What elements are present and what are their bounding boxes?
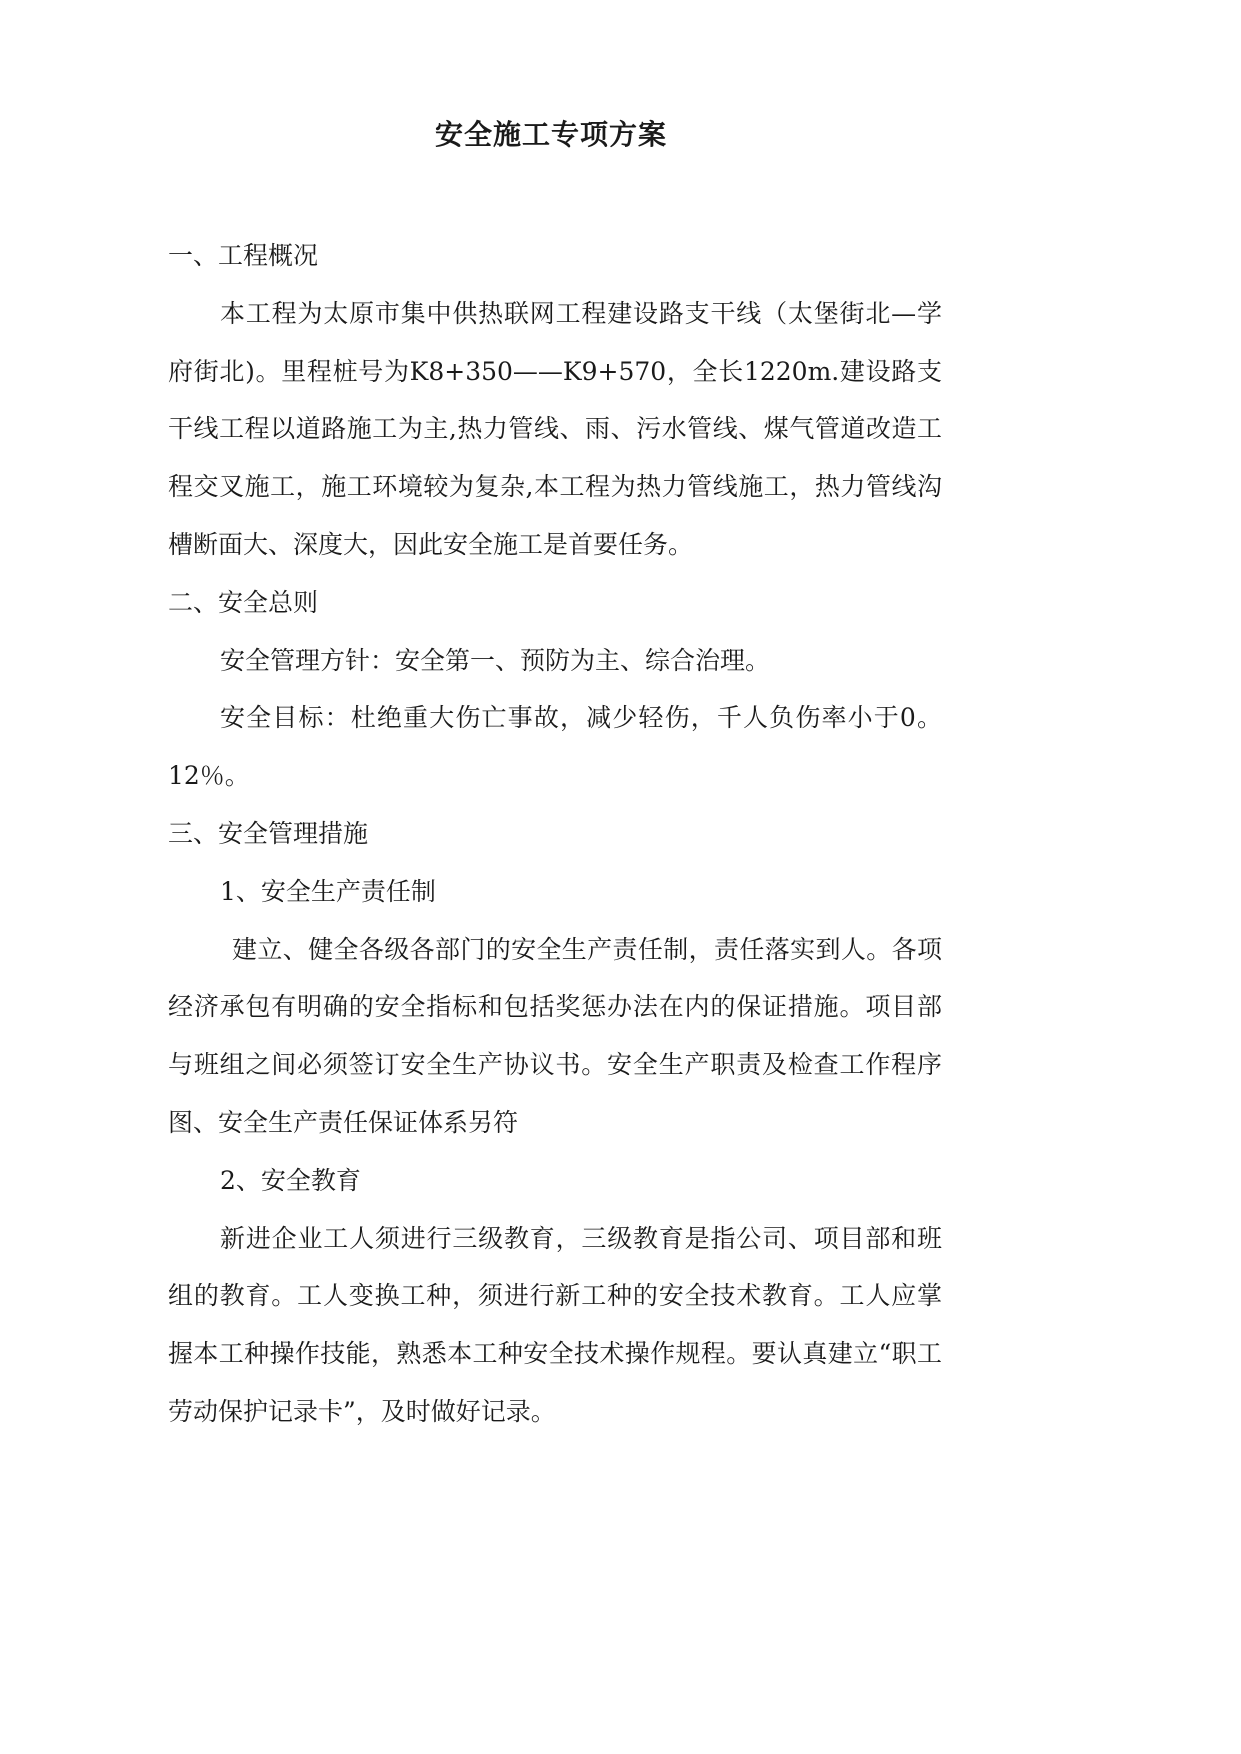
section-heading-overview: 一、工程概况 [168,241,319,270]
document-body [168,227,942,1441]
section-heading-management-measures: 三、安全管理措施 [168,818,369,848]
overview-paragraph: 本工程为太原市集中供热联网工程建设路支干线（太堡街北—学府街北)。里程桩号为K8+350——K9+570，全长1220m.建设路支干线工程以道路施工为主,热力管线、雨、污水管线、煤气管道改造工程交叉施工，施工环境较为复杂,本工程为热力管线施工，热力管线沟槽断面大、深度大，因此安全施工是首要任务。 [168,298,942,559]
document-title: 安全施工专项方案 [434,118,667,151]
responsibility-paragraph: 建立、健全各级各部门的安全生产责任制，责任落实到人。各项经济承包有明确的安全指标和包括奖惩办法在内的保证措施。项目部与班组之间必须签订安全生产协议书。安全生产职责及检查工作程序图、安全生产责任保证体系另符 [168,934,942,1137]
management-policy-paragraph: 安全管理方针：安全第一、预防为主、综合治理。 [220,645,771,675]
subheading-responsibility-system: 1、安全生产责任制 [220,876,436,906]
subheading-safety-education: 2、安全教育 [220,1165,361,1195]
education-paragraph: 新进企业工人须进行三级教育，三级教育是指公司、项目部和班组的教育。工人变换工种，须进行新工种的安全技术教育。工人应掌握本工种操作技能，熟悉本工种安全技术操作规程。要认真建立“职工劳动保护记录卡”，及时做好记录。 [168,1223,942,1426]
section-heading-general-rules: 二、安全总则 [168,587,319,617]
safety-target-paragraph: 安全目标：杜绝重大伤亡事故，减少轻伤，千人负伤率小于0。12％。 [168,703,942,791]
